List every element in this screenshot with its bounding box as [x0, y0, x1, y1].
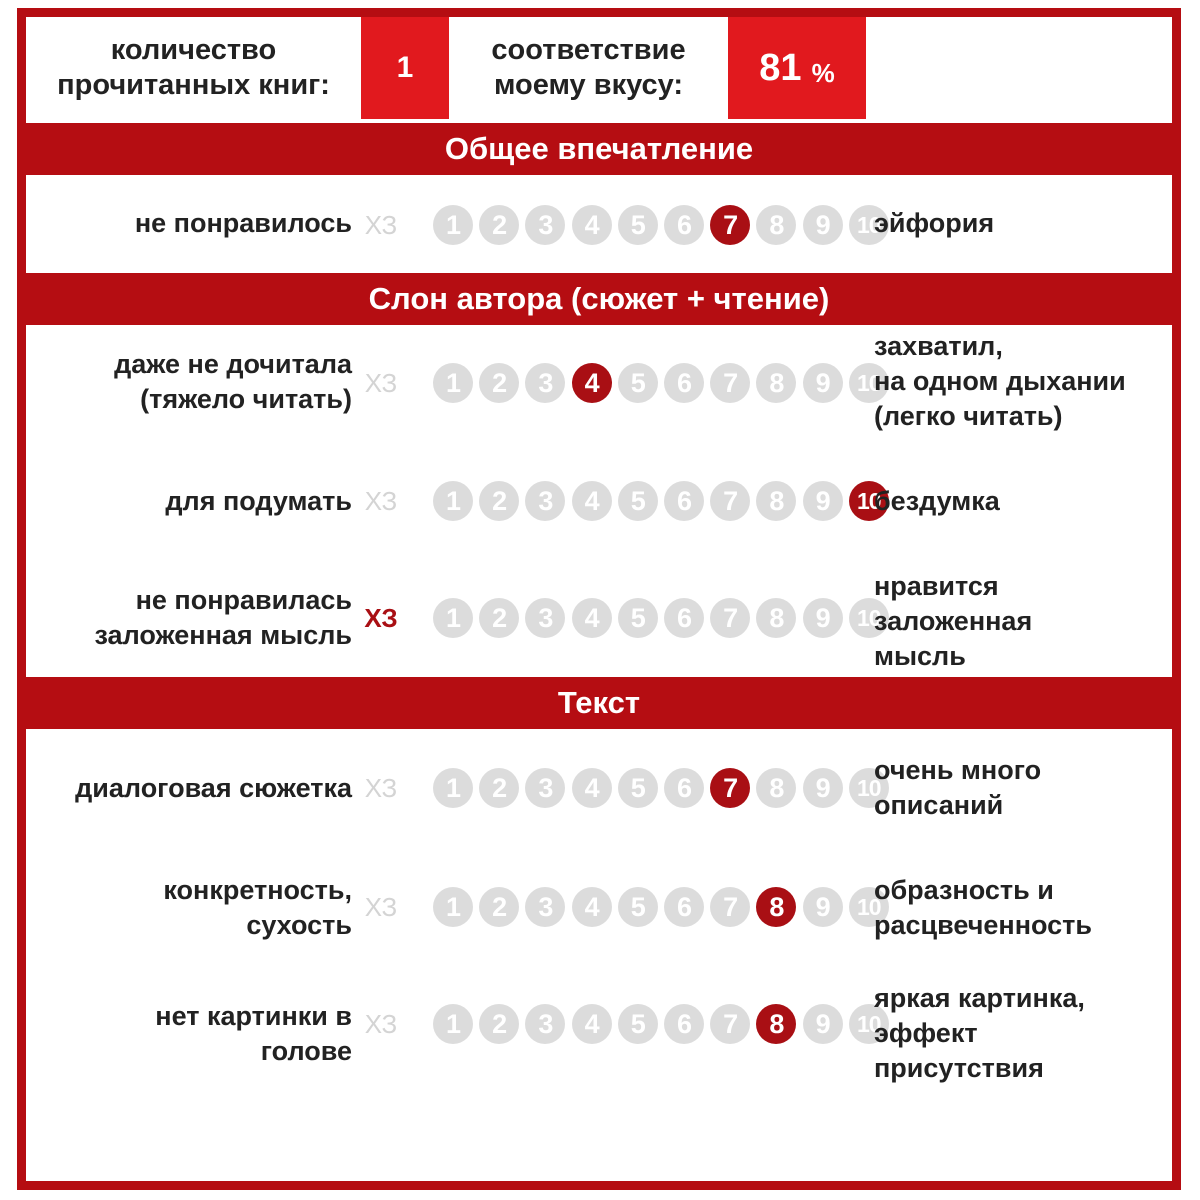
row-right-label: нравится заложенная мысль	[874, 571, 1033, 671]
scale-option-10[interactable]: 10	[849, 598, 889, 638]
scale-option-1[interactable]: 1	[433, 363, 473, 403]
scale-option-4[interactable]: 4	[572, 1004, 612, 1044]
scale-option-10[interactable]: 10	[849, 481, 889, 521]
scale-option-10[interactable]: 10	[849, 363, 889, 403]
scale-option-1[interactable]: 1	[433, 205, 473, 245]
row-right-label: бездумка	[874, 486, 1000, 516]
scale-option-5[interactable]: 5	[618, 205, 658, 245]
scale-option-unknown[interactable]: ХЗ	[364, 1009, 398, 1039]
scale-option-5[interactable]: 5	[618, 1004, 658, 1044]
rating-scale	[361, 597, 881, 639]
scale-option-1[interactable]: 1	[433, 1004, 473, 1044]
scale-option-1[interactable]: 1	[433, 598, 473, 638]
scale-option-6[interactable]: 6	[664, 1004, 704, 1044]
rating-row	[26, 757, 1172, 837]
scale-option-4[interactable]: 4	[572, 598, 612, 638]
scale-option-8[interactable]: 8	[756, 205, 796, 245]
scale-option-2[interactable]: 2	[479, 363, 519, 403]
scale-option-7[interactable]: 7	[710, 598, 750, 638]
scale-option-10[interactable]: 10	[849, 887, 889, 927]
rating-row	[26, 479, 1172, 539]
scale-option-9[interactable]: 9	[803, 598, 843, 638]
scale-option-3[interactable]: 3	[525, 481, 565, 521]
scale-option-6[interactable]: 6	[664, 481, 704, 521]
rating-scale	[361, 204, 881, 246]
scale-option-7[interactable]: 7	[710, 1004, 750, 1044]
scale-option-2[interactable]: 2	[479, 598, 519, 638]
scale-option-8[interactable]: 8	[756, 363, 796, 403]
rating-row	[26, 877, 1172, 957]
scale-option-unknown[interactable]: ХЗ	[364, 603, 398, 633]
scale-option-5[interactable]: 5	[618, 768, 658, 808]
scale-option-10[interactable]: 10	[849, 205, 889, 245]
scale-option-2[interactable]: 2	[479, 768, 519, 808]
scale-option-1[interactable]: 1	[433, 481, 473, 521]
books-count-value: 1	[361, 17, 449, 119]
scale-option-unknown[interactable]: ХЗ	[364, 892, 398, 922]
row-left-label: диалоговая сюжетка	[75, 773, 352, 803]
scale-option-7[interactable]: 7	[710, 481, 750, 521]
row-right-label: захватил, на одном дыхании (легко читать)	[874, 331, 1126, 431]
taste-match-label: соответствие моему вкусу:	[491, 34, 686, 101]
scale-option-unknown[interactable]: ХЗ	[364, 210, 398, 240]
scale-option-2[interactable]: 2	[479, 887, 519, 927]
rating-scale	[361, 767, 881, 809]
scale-option-2[interactable]: 2	[479, 1004, 519, 1044]
scale-option-7[interactable]: 7	[710, 887, 750, 927]
scale-option-2[interactable]: 2	[479, 481, 519, 521]
scale-option-6[interactable]: 6	[664, 598, 704, 638]
scale-option-unknown[interactable]: ХЗ	[364, 773, 398, 803]
scale-option-4[interactable]: 4	[572, 768, 612, 808]
scale-option-9[interactable]: 9	[803, 481, 843, 521]
scale-option-9[interactable]: 9	[803, 363, 843, 403]
rating-row	[26, 331, 1172, 455]
scale-option-5[interactable]: 5	[618, 363, 658, 403]
rating-scale	[361, 1003, 881, 1045]
scale-option-8[interactable]: 8	[756, 598, 796, 638]
rating-row	[26, 185, 1172, 269]
scale-option-7[interactable]: 7	[710, 205, 750, 245]
row-left-label: не понравилась заложенная мысль	[94, 585, 352, 650]
scale-option-unknown[interactable]: ХЗ	[364, 368, 398, 398]
scale-option-1[interactable]: 1	[433, 768, 473, 808]
row-left-label: для подумать	[165, 486, 352, 516]
scale-option-5[interactable]: 5	[618, 481, 658, 521]
scale-option-5[interactable]: 5	[618, 887, 658, 927]
scale-option-4[interactable]: 4	[572, 205, 612, 245]
scale-option-9[interactable]: 9	[803, 205, 843, 245]
scale-option-9[interactable]: 9	[803, 887, 843, 927]
scale-option-4[interactable]: 4	[572, 363, 612, 403]
row-left-label: нет картинки в голове	[155, 1001, 352, 1066]
taste-match-box	[728, 17, 866, 119]
row-right-label: образность и расцвеченность	[874, 875, 1092, 940]
scale-option-4[interactable]: 4	[572, 887, 612, 927]
scale-option-3[interactable]: 3	[525, 887, 565, 927]
scale-option-9[interactable]: 9	[803, 1004, 843, 1044]
scale-option-7[interactable]: 7	[710, 768, 750, 808]
scale-option-3[interactable]: 3	[525, 598, 565, 638]
scale-option-4[interactable]: 4	[572, 481, 612, 521]
scale-option-7[interactable]: 7	[710, 363, 750, 403]
scale-option-8[interactable]: 8	[756, 481, 796, 521]
header-blank	[866, 17, 1172, 119]
row-left-label: даже не дочитала (тяжело читать)	[114, 349, 352, 414]
rating-scale	[361, 886, 881, 928]
section-title-overall: Общее впечатление	[26, 123, 1172, 175]
row-right-label: яркая картинка, эффект присутствия	[874, 983, 1085, 1083]
scale-option-3[interactable]: 3	[525, 768, 565, 808]
scale-option-8[interactable]: 8	[756, 768, 796, 808]
scale-option-2[interactable]: 2	[479, 205, 519, 245]
summary-header	[26, 17, 1172, 119]
scale-option-unknown[interactable]: ХЗ	[364, 486, 398, 516]
row-right-label: эйфория	[874, 208, 995, 238]
rating-row	[26, 573, 1172, 673]
row-right-label: очень много описаний	[874, 755, 1042, 820]
scale-option-5[interactable]: 5	[618, 598, 658, 638]
scale-option-3[interactable]: 3	[525, 205, 565, 245]
taste-match-value: 81	[759, 46, 802, 89]
scale-option-10[interactable]: 10	[849, 768, 889, 808]
scale-option-1[interactable]: 1	[433, 887, 473, 927]
books-count-label: количество прочитанных книг:	[57, 34, 330, 101]
rating-scale	[361, 480, 881, 522]
rating-row	[26, 983, 1172, 1093]
scale-option-6[interactable]: 6	[664, 363, 704, 403]
section-title-text: Текст	[26, 677, 1172, 729]
scale-option-3[interactable]: 3	[525, 363, 565, 403]
rating-scale	[361, 362, 881, 404]
scale-option-8[interactable]: 8	[756, 887, 796, 927]
row-left-label: не понравилось	[134, 208, 352, 238]
section-title-author-style: Слон автора (сюжет + чтение)	[26, 273, 1172, 325]
scale-option-6[interactable]: 6	[664, 768, 704, 808]
row-left-label: конкретность, сухость	[163, 875, 352, 940]
scale-option-6[interactable]: 6	[664, 205, 704, 245]
taste-match-unit: %	[811, 57, 835, 88]
scale-option-10[interactable]: 10	[849, 1004, 889, 1044]
scale-option-3[interactable]: 3	[525, 1004, 565, 1044]
scale-option-6[interactable]: 6	[664, 887, 704, 927]
scale-option-8[interactable]: 8	[756, 1004, 796, 1044]
scale-option-9[interactable]: 9	[803, 768, 843, 808]
rating-card	[17, 8, 1181, 1190]
